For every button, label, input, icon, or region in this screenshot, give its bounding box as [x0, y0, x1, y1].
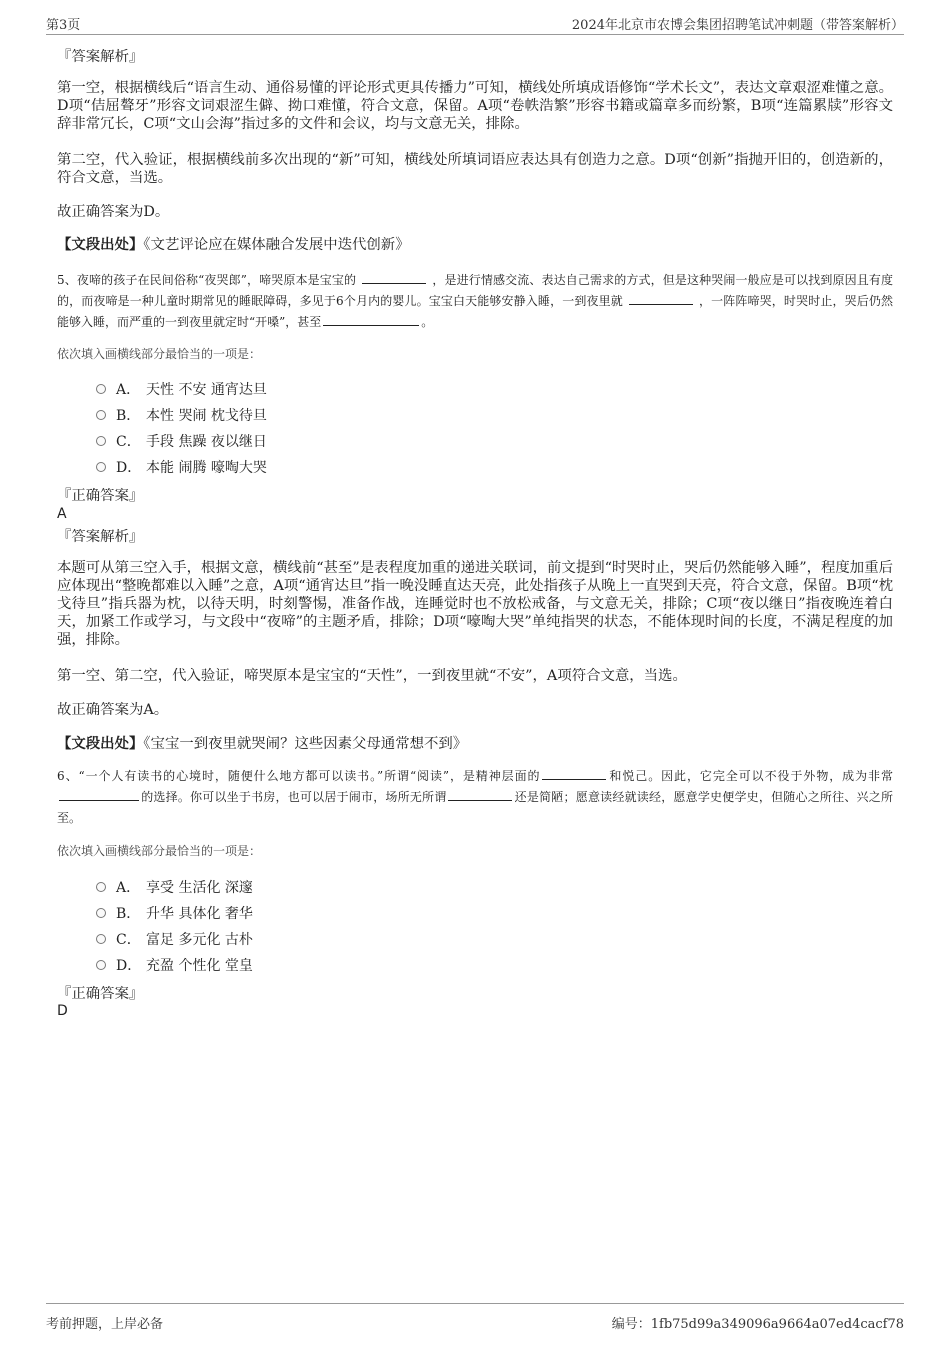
- q6-option-c[interactable]: [96, 931, 253, 949]
- option-text: 本性 哭闹 枕戈待旦: [146, 408, 267, 424]
- q4-analysis-label: 『答案解析』: [57, 49, 144, 65]
- radio-icon[interactable]: [96, 882, 106, 892]
- radio-icon[interactable]: [96, 462, 106, 472]
- option-text: 本能 闹腾 嚎啕大哭: [146, 460, 267, 476]
- q6-prompt: 依次填入画横线部分最恰当的一项是：: [57, 844, 262, 858]
- option-text: 享受 生活化 深邃: [146, 880, 253, 896]
- radio-icon[interactable]: [96, 934, 106, 944]
- option-text: 手段 焦躁 夜以继日: [146, 434, 267, 450]
- option-letter: D．: [116, 958, 142, 974]
- q6-blank-3: [448, 788, 512, 801]
- radio-icon[interactable]: [96, 908, 106, 918]
- q5-stem-part: 5、夜啼的孩子在民间俗称“夜哭郎”，啼哭原本是宝宝的: [57, 273, 357, 287]
- q5-analysis-label: 『答案解析』: [57, 529, 144, 545]
- radio-icon[interactable]: [96, 384, 106, 394]
- option-letter: A．: [116, 382, 141, 398]
- q6-blank-2: [59, 788, 139, 801]
- document-id: 编号：1fb75d99a349096a9664a07ed4cacf78: [611, 1317, 904, 1332]
- q5-analysis-p1: 本题可从第三空入手，根据文意，横线前“甚至”是表程度加重的递进关联词，前文提到“时哭时止，哭后仍然能够入睡”，程度加重后应体现出“整晚都难以入睡”之意，A项“通宵达旦”指一晚没睡直达天亮，此处指孩子从晚上一直哭到天亮，符合文意，保留。B项“枕戈待旦”指兵器为枕，以待天明，时刻警惕，准备作战，连睡觉时也不放松戒备，与文意无关，排除；C项“夜以继日”指夜晚连着白天，加紧工作或学习，与文段中“夜啼”的主题矛盾，排除；D项“嚎啕大哭”单纯指哭的状态，不能体现时间的长度，不满足程度的加强，排除。: [57, 560, 893, 648]
- q5-conclusion: 故正确答案为A。: [57, 702, 169, 718]
- radio-icon[interactable]: [96, 960, 106, 970]
- q6-stem-part: 还是简陋；愿意读经就读经，愿意学史便学史，但随心之所往、兴之所至。: [57, 790, 893, 825]
- option-letter: A．: [116, 880, 141, 896]
- q6-blank-1: [542, 767, 606, 780]
- q4-analysis-p2: 第二空，代入验证，根据横线前多次出现的“新”可知，横线处所填词语应表达具有创造力之意。D项“创新”指抛开旧的，创造新的，符合文意，当选。: [57, 152, 893, 186]
- q6-option-d[interactable]: [96, 957, 253, 975]
- option-text: 充盈 个性化 堂皇: [146, 958, 253, 974]
- q6-stem-part: 的选择。你可以坐于书房，也可以居于闹市，场所无所谓: [141, 790, 447, 804]
- q6-stem: [57, 766, 893, 829]
- q5-prompt: 依次填入画横线部分最恰当的一项是：: [57, 347, 262, 361]
- q5-stem-part: ，一阵阵啼哭，时哭时止，哭后仍然能够入睡，而严重的一到夜里就定时“开嗓”，甚至: [57, 294, 893, 329]
- option-letter: C．: [116, 932, 141, 948]
- page-footer: [46, 1303, 904, 1332]
- q4-conclusion: 故正确答案为D。: [57, 204, 170, 220]
- option-letter: B．: [116, 408, 141, 424]
- q5-option-c[interactable]: [96, 433, 267, 451]
- q6-answer: D: [57, 1003, 68, 1019]
- page-number: 第3页: [46, 18, 81, 33]
- q6-stem-part: 6、“一个人有读书的心境时，随便什么地方都可以读书。”所谓“阅读”，是精神层面的: [57, 769, 541, 783]
- radio-icon[interactable]: [96, 436, 106, 446]
- q6-stem-part: 和悦己。因此，它完全可以不役于外物，成为非常: [608, 769, 893, 783]
- option-text: 升华 具体化 奢华: [146, 906, 253, 922]
- q5-option-a[interactable]: [96, 381, 267, 399]
- q4-source-text: 《文艺评论应在媒体融合发展中迭代创新》: [143, 237, 410, 253]
- q6-answer-label: 『正确答案』: [57, 986, 144, 1002]
- q5-option-b[interactable]: [96, 407, 267, 425]
- option-text: 富足 多元化 古朴: [146, 932, 253, 948]
- q5-analysis-p2: 第一空、第二空，代入验证，啼哭原本是宝宝的“天性”，一到夜里就“不安”，A项符合文意，当选。: [57, 668, 687, 684]
- q4-source-label: 【文段出处】: [57, 236, 144, 253]
- option-text: 天性 不安 通宵达旦: [146, 382, 267, 398]
- radio-icon[interactable]: [96, 410, 106, 420]
- q5-stem-part: 。: [421, 315, 434, 329]
- q5-option-d[interactable]: [96, 459, 267, 477]
- option-letter: D．: [116, 460, 142, 476]
- document-title: 2024年北京市农博会集团招聘笔试冲刺题（带答案解析）: [571, 18, 904, 33]
- footer-slogan: 考前押题，上岸必备: [46, 1317, 164, 1332]
- q5-blank-1: [362, 271, 426, 284]
- q5-blank-3: [323, 313, 419, 326]
- q5-answer-label: 『正确答案』: [57, 488, 144, 504]
- q6-option-b[interactable]: [96, 905, 253, 923]
- q5-source-text: 《宝宝一到夜里就哭闹？这些因素父母通常想不到》: [143, 736, 468, 752]
- option-letter: B．: [116, 906, 141, 922]
- q5-answer: A: [57, 506, 67, 522]
- option-letter: C．: [116, 434, 141, 450]
- q5-source: [57, 735, 893, 753]
- q4-analysis-p1: 第一空，根据横线后“语言生动、通俗易懂的评论形式更具传播力”可知，横线处所填成语修饰“学术长文”，表达文章艰涩难懂之意。D项“佶屈聱牙”形容文词艰涩生僻、拗口难懂，符合文意，保留。A项“卷帙浩繁”形容书籍或篇章多而纷繁，B项“连篇累牍”形容文辞非常冗长，C项“文山会海”指过多的文件和会议，均与文意无关，排除。: [57, 80, 893, 132]
- q5-source-label: 【文段出处】: [57, 735, 144, 752]
- q5-stem: [57, 270, 893, 333]
- q6-option-a[interactable]: [96, 879, 253, 897]
- page-header: [46, 12, 904, 35]
- q5-blank-2: [629, 292, 693, 305]
- q4-source: [57, 236, 893, 254]
- q5-stem-part: ，是进行情感交流、表达自己需求的方式，但是这种哭闹一般应是可以找到原因且有度的，而夜啼是一种儿童时期常见的睡眠障碍，多见于6个月内的婴儿。宝宝白天能够安静入睡，一到夜里就: [57, 273, 893, 308]
